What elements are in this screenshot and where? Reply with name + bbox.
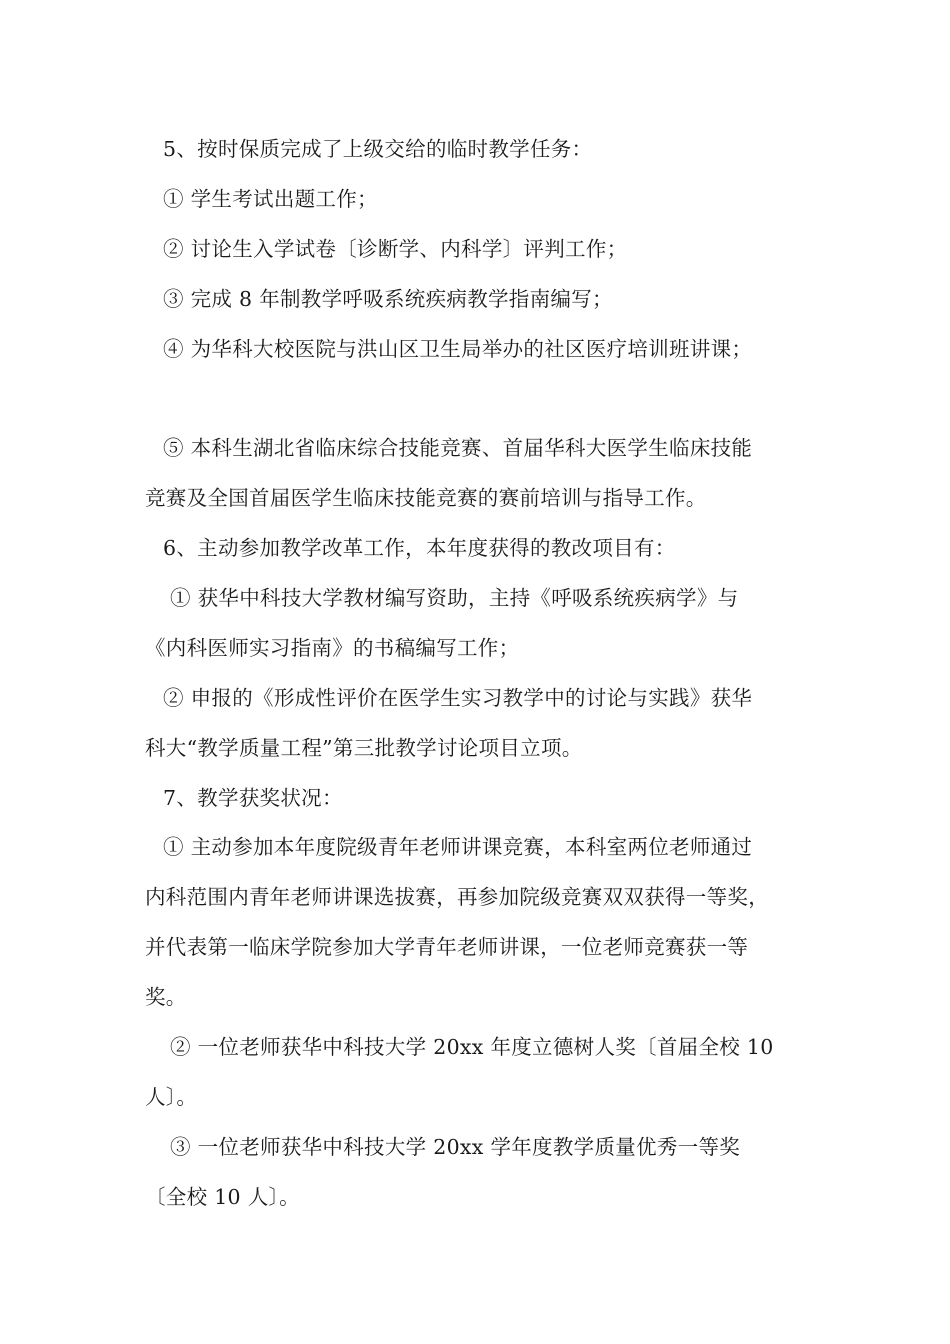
list-item-6-2-continued: 科大“教学质量工程”第三批教学讨论项目立项。 xyxy=(145,736,583,760)
list-item-7-3: ③ 一位老师获华中科技大学 20xx 学年度教学质量优秀一等奖 xyxy=(170,1135,741,1159)
list-item-3: ③ 完成 8 年制教学呼吸系统疾病教学指南编写； xyxy=(163,287,613,311)
list-item-7-2: ② 一位老师获华中科技大学 20xx 年度立德树人奖〔首届全校 10 xyxy=(170,1035,774,1059)
list-item-7-1: ① 主动参加本年度院级青年老师讲课竞赛，本科室两位老师通过 xyxy=(163,835,753,859)
list-item-2: ② 讨论生入学试卷〔诊断学、内科学〕评判工作； xyxy=(163,237,628,261)
list-item-7-2-continued: 人〕。 xyxy=(145,1085,198,1109)
list-item-6-2: ② 申报的《形成性评价在医学生实习教学中的讨论与实践》获华 xyxy=(163,686,753,710)
section-7-heading: 7、教学获奖状况： xyxy=(163,786,343,810)
list-item-5: ⑤ 本科生湖北省临床综合技能竞赛、首届华科大医学生临床技能 xyxy=(163,436,753,460)
list-item-7-3-continued: 〔全校 10 人〕。 xyxy=(145,1185,300,1209)
list-item-6-1-continued: 《内科医师实习指南》的书稿编写工作； xyxy=(145,636,520,660)
list-item-7-1-continued-c: 奖。 xyxy=(145,985,187,1009)
list-item-5-continued: 竞赛及全国首届医学生临床技能竞赛的赛前培训与指导工作。 xyxy=(145,486,707,510)
list-item-7-1-continued-a: 内科范围内青年老师讲课选拔赛，再参加院级竞赛双双获得一等奖， xyxy=(145,885,769,909)
section-5-heading: 5、按时保质完成了上级交给的临时教学任务： xyxy=(163,137,593,161)
list-item-7-1-continued-b: 并代表第一临床学院参加大学青年老师讲课，一位老师竞赛获一等 xyxy=(145,935,749,959)
section-6-heading: 6、主动参加教学改革工作，本年度获得的教改项目有： xyxy=(163,536,676,560)
list-item-6-1: ① 获华中科技大学教材编写资助，主持《呼吸系统疾病学》与 xyxy=(170,586,739,610)
list-item-1: ① 学生考试出题工作； xyxy=(163,187,378,211)
list-item-4: ④ 为华科大校医院与洪山区卫生局举办的社区医疗培训班讲课； xyxy=(163,337,753,361)
